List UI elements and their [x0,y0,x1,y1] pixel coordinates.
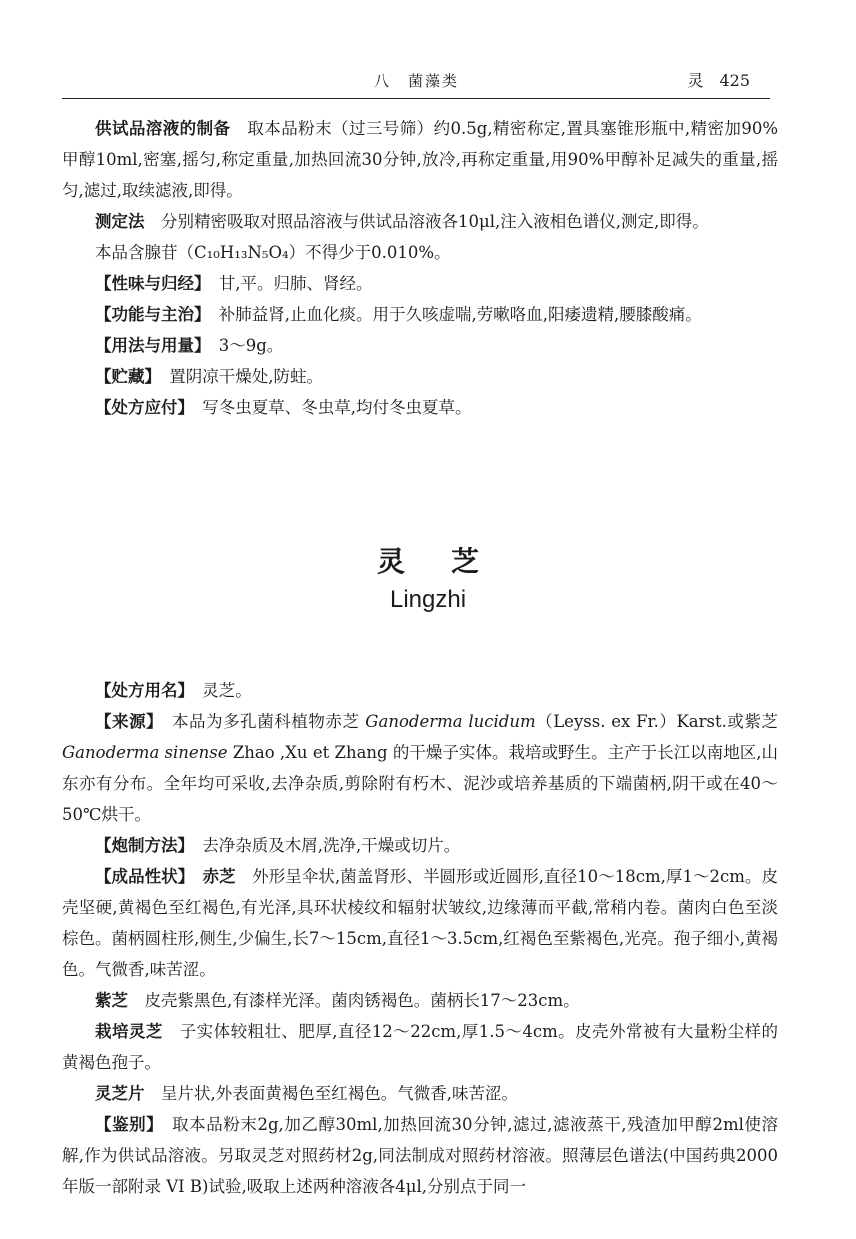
chapter-title: 八 菌藻类 [374,72,460,90]
source-text-3: Zhao ,Xu et Zhang 的干燥子实体。栽培或野生。主产于长江以南地区,山东亦有分布。全年均可采收,去净杂质,剪除附有朽木、泥沙或培养基质的下端菌柄,阴干或在40～50℃烘干。 [62,743,779,824]
rx-label: 【处方应付】 [95,398,186,417]
process-paragraph [62,830,778,861]
dosage-label: 【用法与用量】 [95,336,203,355]
storage-paragraph [62,361,778,392]
function-label: 【功能与主治】 [95,305,203,324]
title-chinese: 灵芝 [376,545,525,578]
source-text-2: （Leyss. ex Fr.）Karst.或紫芝 [535,712,778,731]
method-label: 测定法 [95,212,145,231]
zizhi-text: 皮壳紫黑色,有漆样光泽。菌肉锈褐色。菌柄长17～23cm。 [144,991,580,1010]
cultivated-text: 子实体较粗壮、肥厚,直径12～22cm,厚1.5～4cm。皮壳外常被有大量粉尘样的黄褐色孢子。 [62,1022,779,1072]
function-text: 补肺益肾,止血化痰。用于久咳虚喘,劳嗽咯血,阳痿遗精,腰膝酸痛。 [218,305,702,324]
name-label: 【处方用名】 [95,681,186,700]
traits-paragraph [62,861,778,985]
name-paragraph [62,675,778,706]
dosage-paragraph [62,330,778,361]
content-paragraph: 本品含腺苷（C₁₀H₁₃N₅O₄）不得少于0.010%。 [95,243,451,262]
taste-text: 甘,平。归肺、肾经。 [218,274,373,293]
chizhi-label: 赤芝 [202,867,236,886]
bottom-section [62,675,778,1202]
source-text-1: 本品为多孔菌科植物赤芝 [171,712,360,731]
slice-paragraph [62,1078,778,1109]
method-paragraph [62,206,778,237]
rx-text: 写冬虫夏草、冬虫草,均付冬虫夏草。 [202,398,472,417]
process-text: 去净杂质及木屑,洗净,干燥或切片。 [202,836,461,855]
prep-text: 取本品粉末（过三号筛）约0.5g,精密称定,置具塞锥形瓶中,精密加90%甲醇10ml,密塞,摇匀,称定重量,加热回流30分钟,放冷,再称定重量,用90%甲醇补足减失的重量,摇匀,滤过,取续滤液,即得。 [62,119,779,200]
species-name-1: Ganoderma lucidum [365,712,536,731]
name-text: 灵芝。 [202,681,252,700]
zizhi-paragraph [62,985,778,1016]
process-label: 【炮制方法】 [95,836,186,855]
rx-paragraph [62,392,778,423]
method-text: 分别精密吸取对照品溶液与供试品溶液各10μl,注入液相色谱仪,测定,即得。 [161,212,709,231]
page-number: 灵 425 [687,71,750,90]
function-paragraph [62,299,778,330]
title-pinyin: Lingzhi [389,586,467,613]
slice-text: 呈片状,外表面黄褐色至红褐色。气微香,味苦涩。 [161,1084,518,1103]
prep-paragraph [62,113,778,206]
traits-label: 【成品性状】 [95,867,187,886]
ident-label: 【鉴别】 [95,1115,156,1134]
cultivated-label: 栽培灵芝 [95,1022,163,1041]
slice-label: 灵芝片 [95,1084,145,1103]
taste-paragraph [62,268,778,299]
source-paragraph [62,706,778,830]
zizhi-label: 紫芝 [95,991,128,1010]
source-label: 【来源】 [95,712,155,731]
ident-text: 取本品粉末2g,加乙醇30ml,加热回流30分钟,滤过,滤液蒸干,残渣加甲醇2ml使溶解,作为供试品溶液。另取灵芝对照药材2g,同法制成对照药材溶液。照薄层色谱法(中国药典2000年版一部附录 VI B)试验,吸取上述两种溶液各4μl,分别点于同一 [62,1115,779,1196]
dosage-text: 3～9g。 [218,336,284,355]
taste-label: 【性味与归经】 [95,274,203,293]
storage-text: 置阴凉干燥处,防蛀。 [169,367,323,386]
top-section [62,113,778,423]
running-header [62,62,770,99]
cultivated-paragraph [62,1016,778,1078]
storage-label: 【贮藏】 [95,367,153,386]
species-name-2: Ganoderma sinense [62,743,228,762]
monograph-title [0,540,856,614]
ident-paragraph [62,1109,778,1202]
prep-label: 供试品溶液的制备 [95,119,231,138]
chizhi-text: 外形呈伞状,菌盖肾形、半圆形或近圆形,直径10～18cm,厚1～2cm。皮壳坚硬,黄褐色至红褐色,有光泽,具环状棱纹和辐射状皱纹,边缘薄而平截,常稍内卷。菌肉白色至淡棕色。菌柄圆柱形,侧生,少偏生,长7～15cm,直径1～3.5cm,红褐色至紫褐色,光亮。孢子细小,黄褐色。气微香,味苦涩。 [62,867,779,979]
